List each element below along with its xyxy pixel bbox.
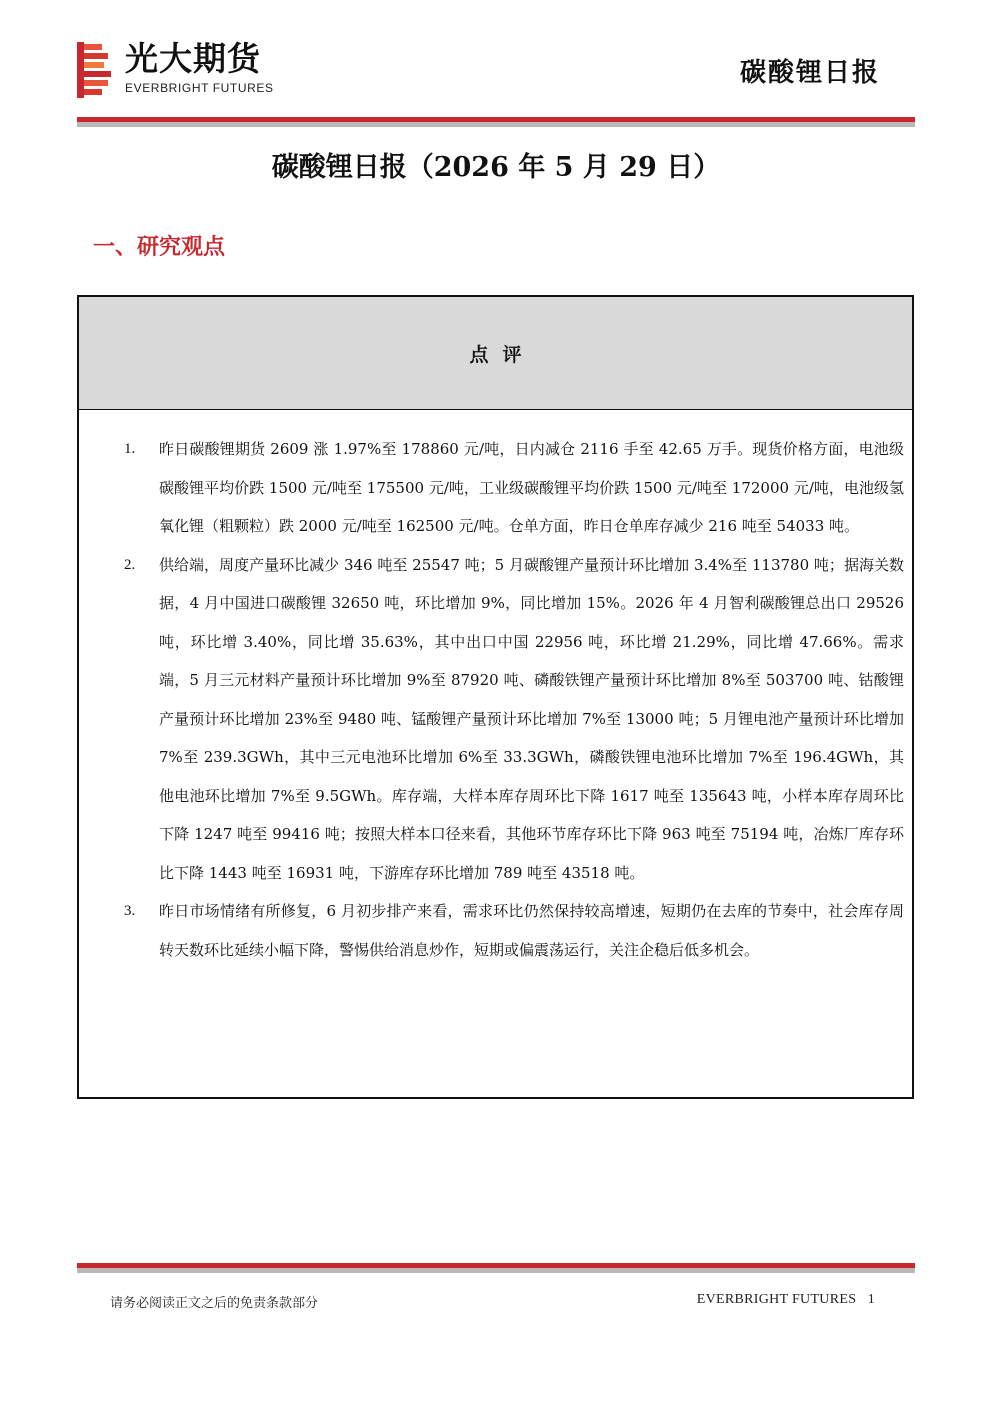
item-text: 供给端，周度产量环比减少 346 吨至 25547 吨；5 月碳酸锂产量预计环比增加 3.4%至 113780 吨；据海关数据，4 月中国进口碳酸锂 32650 吨，环比增加 9%，同比增加 15%。2026 年 4 月智利碳酸锂总出口 29526 吨，环比增 3.40%，同比增 35.63%，其中出口中国 22956 吨，环比增 21.29%，同比增 47.66%。需求端，5 月三元材料产量预计环比增加 9%至 87920 吨、磷酸铁锂产量预计环比增加 8%至 503700 吨、钴酸锂产量预计环比增加 23%至 9480 吨、锰酸锂产量预计环比增加 7%至 13000 吨；5 月锂电池产量预计环比增加 7%至 239.3GWh，其中三元电池环比增加 6%至 33.3GWh，磷酸铁锂电池环比增加 7%至 196.4GWh，其他电池环比增加 7%至 9.5GWh。库存端，大样本库存周环比下降 1617 吨至 135643 吨，小样本库存周环比下降 1247 吨至 99416 吨；按照大样本口径来看，其他环节库存环比下降 963 吨至 75194 吨，冶炼厂库存环比下降 1443 吨至 16931 吨，下游库存环比增加 789 吨至 43518 吨。: [159, 555, 904, 882]
footer-divider: [77, 1263, 915, 1273]
brand-name-en: EVERBRIGHT FUTURES: [125, 81, 274, 95]
list-item: [79, 546, 904, 893]
commentary-list: [79, 410, 912, 969]
item-number: 2.: [124, 556, 136, 573]
brand-name-cn: 光大期货: [125, 39, 261, 78]
item-number: 3.: [124, 903, 136, 919]
item-number: 1.: [124, 441, 136, 457]
commentary-header: 点评: [79, 297, 912, 410]
commentary-table: [77, 295, 914, 1099]
page-number: 1: [867, 1292, 875, 1307]
document-title: 碳酸锂日报（2026 年 5 月 29 日）: [271, 152, 721, 183]
list-item: [79, 430, 904, 546]
footer-disclaimer: 请务必阅读正文之后的免责条款部分: [110, 1296, 319, 1311]
footer-company-page: [697, 1292, 875, 1308]
header-divider: [77, 117, 915, 127]
list-item: [79, 892, 904, 969]
item-text: 昨日市场情绪有所修复，6 月初步排产来看，需求环比仍然保持较高增速，短期仍在去库的节奏中，社会库存周转天数环比延续小幅下降，警惕供给消息炒作，短期或偏震荡运行，关注企稳后低多机会。: [159, 902, 904, 959]
footer-company: EVERBRIGHT FUTURES: [696, 1292, 857, 1307]
item-text: 昨日碳酸锂期货 2609 涨 1.97%至 178860 元/吨，日内减仓 2116 手至 42.65 万手。现货价格方面，电池级碳酸锂平均价跌 1500 元/吨至 175500 元/吨，工业级碳酸锂平均价跌 1500 元/吨至 172000 元/吨，电池级氢氧化锂（粗颗粒）跌 2000 元/吨至 162500 元/吨。仓单方面，昨日仓单库存减少 216 吨至 54033 吨。: [159, 440, 904, 535]
report-header-title: 碳酸锂日报: [739, 58, 880, 88]
section-title: 一、研究观点: [93, 235, 226, 260]
everbright-logo-icon: [77, 42, 113, 98]
